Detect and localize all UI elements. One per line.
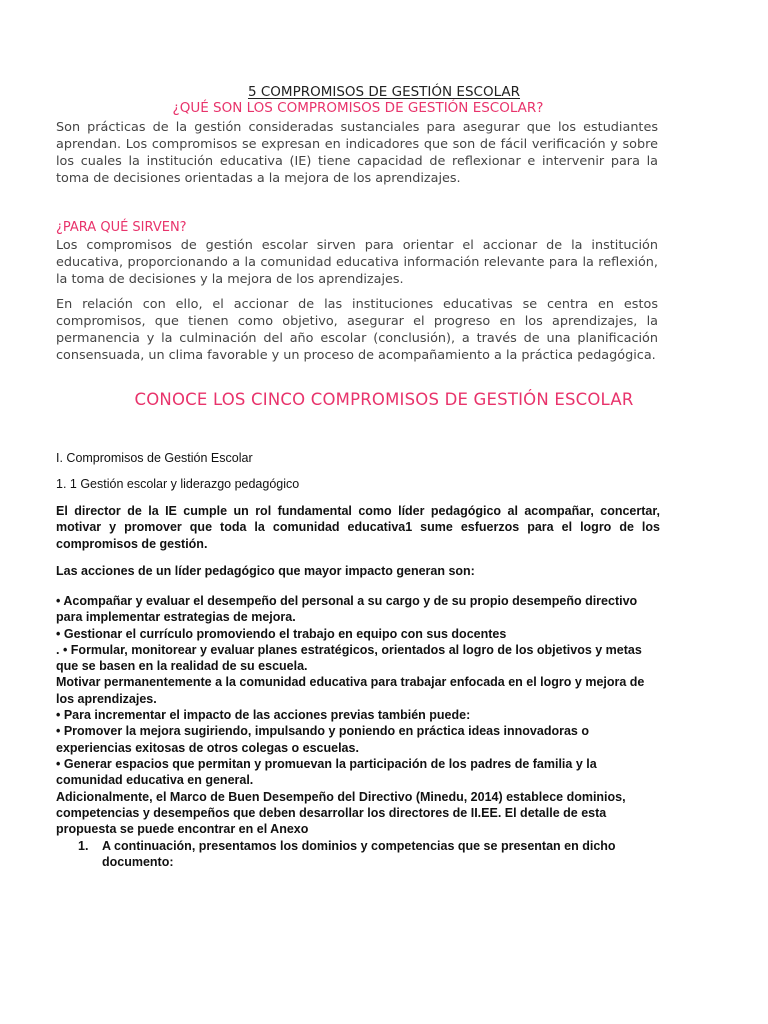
numbered-item-text: A continuación, presentamos los dominios y competencias que se presentan en dicho documento: <box>102 839 616 870</box>
paragraph-actions-intro: Las acciones de un líder pedagógico que mayor impacto generan son: <box>56 564 475 578</box>
list-item: • Promover la mejora sugiriendo, impulsando y poniendo en práctica ideas innovadoras o experiencias exitosas de otros colegas o escuelas. <box>56 724 589 755</box>
question-what-for: ¿PARA QUÉ SIRVEN? <box>56 220 187 235</box>
paragraph-purpose: Los compromisos de gestión escolar sirven para orientar el accionar de la institución educativa, proporcionando a la comunidad educativa información relevante para la reflexión, la toma de decisiones y la mejora de los aprendizajes. <box>56 238 658 287</box>
list-item: Adicionalmente, el Marco de Buen Desempeño del Directivo (Minedu, 2014) establece dominios, competencias y desempeños que deben desarrollar los directores de II.EE. El detalle de esta propuesta se puede encontrar en el Anexo <box>56 789 626 837</box>
list-item: • Para incrementar el impacto de las acciones previas también puede: <box>56 708 471 723</box>
subsection-title-liderazgo: 1. 1 Gestión escolar y liderazgo pedagógico <box>56 477 300 491</box>
numbered-item-number: 1. <box>78 839 89 853</box>
list-item: . • Formular, monitorear y evaluar planes estratégicos, orientados al logro de los objetivos y metas que se basen en la realidad de su escuela. <box>56 642 642 674</box>
section-title-compromisos: I. Compromisos de Gestión Escolar <box>56 451 253 465</box>
document-title <box>0 84 768 100</box>
list-item: • Gestionar el currículo promoviendo el trabajo en equipo con sus docentes <box>56 626 507 641</box>
title-text: 5 COMPROMISOS DE GESTIÓN ESCOLAR <box>247 84 521 100</box>
paragraph-definition: Son prácticas de la gestión consideradas sustanciales para asegurar que los estudiantes aprendan. Los compromisos se expresan en indicadores que son de fácil verificación y sobre los cuales la institución educativa (IE) tiene capacidad de reflexionar e intervenir para la toma de decisiones orientadas a la mejora de los aprendizajes. <box>56 120 658 186</box>
list-item: • Generar espacios que permitan y promuevan la participación de los padres de familia y la comunidad educativa en general. <box>56 756 597 788</box>
list-item: Motivar permanentemente a la comunidad educativa para trabajar enfocada en el logro y mejora de los aprendizajes. <box>56 675 645 706</box>
paragraph-director-role: El director de la IE cumple un rol fundamental como líder pedagógico al acompañar, concertar, motivar y promover que toda la comunidad educativa1 sume esfuerzos para el logro de los compromisos de gestión. <box>56 504 660 551</box>
paragraph-relation: En relación con ello, el accionar de las instituciones educativas se centra en estos compromisos, que tienen como objetivo, asegurar el progreso en los aprendizajes, la permanencia y la culminación del año escolar (conclusión), a través de una planificación consensuada, un clima favorable y un proceso de acompañamiento a la práctica pedagógica. <box>56 297 658 363</box>
bullet-list <box>56 593 660 837</box>
question-what-are: ¿QUÉ SON LOS COMPROMISOS DE GESTIÓN ESCOLAR? <box>172 100 544 116</box>
list-item: • Acompañar y evaluar el desempeño del personal a su cargo y de su propio desempeño directivo para implementar estrategias de mejora. <box>56 594 638 625</box>
section-heading: CONOCE LOS CINCO COMPROMISOS DE GESTIÓN ESCOLAR <box>134 390 634 409</box>
